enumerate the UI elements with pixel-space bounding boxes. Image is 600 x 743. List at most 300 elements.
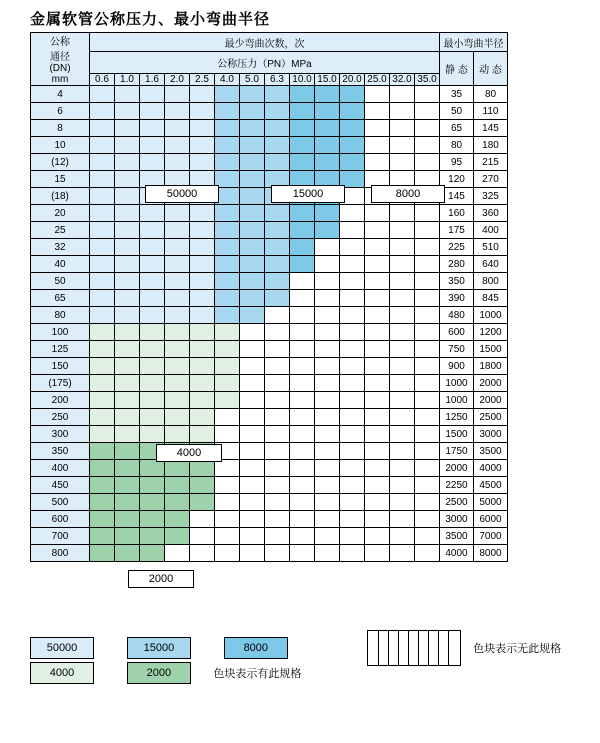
row-dn-label: 80 [31, 307, 90, 324]
spec-cell [140, 154, 165, 171]
spec-cell [390, 205, 415, 222]
spec-cell [90, 511, 115, 528]
table-row [31, 477, 508, 494]
spec-cell [140, 324, 165, 341]
spec-cell [415, 239, 440, 256]
pressure-col-header: 35.0 [415, 74, 440, 86]
static-header: 静 态 [440, 52, 474, 86]
spec-cell [90, 341, 115, 358]
dynamic-radius-value: 360 [474, 205, 508, 222]
legend-swatch-4000: 4000 [30, 662, 94, 684]
spec-cell [90, 137, 115, 154]
spec-cell [290, 545, 315, 562]
spec-cell [265, 290, 290, 307]
spec-cell [115, 494, 140, 511]
spec-cell [215, 222, 240, 239]
row-dn-label: 125 [31, 341, 90, 358]
spec-cell [365, 86, 390, 103]
page-title: 金属软管公称压力、最小弯曲半径 [30, 10, 271, 28]
static-radius-value: 175 [440, 222, 474, 239]
spec-cell [340, 222, 365, 239]
legend-swatch-15000: 15000 [127, 637, 191, 659]
row-dn-label: (12) [31, 154, 90, 171]
spec-cell [290, 460, 315, 477]
dynamic-radius-value: 110 [474, 103, 508, 120]
spec-cell [390, 103, 415, 120]
spec-cell [215, 137, 240, 154]
spec-cell [290, 120, 315, 137]
spec-cell [190, 137, 215, 154]
spec-cell [140, 494, 165, 511]
spec-cell [265, 511, 290, 528]
spec-cell [140, 409, 165, 426]
static-radius-value: 50 [440, 103, 474, 120]
table-row [31, 290, 508, 307]
legend-row-1 [30, 630, 570, 654]
row-dn-label: 15 [31, 171, 90, 188]
spec-cell [265, 307, 290, 324]
no-spec-text: 色块表示无此规格 [473, 642, 562, 655]
spec-cell [390, 273, 415, 290]
spec-cell [265, 494, 290, 511]
spec-cell [165, 86, 190, 103]
spec-cell [290, 358, 315, 375]
spec-cell [265, 460, 290, 477]
overlay-label-8000: 8000 [371, 185, 445, 203]
spec-cell [265, 154, 290, 171]
spec-cell [390, 528, 415, 545]
row-dn-label: 32 [31, 239, 90, 256]
spec-cell [215, 256, 240, 273]
spec-cell [115, 392, 140, 409]
spec-cell [165, 273, 190, 290]
spec-cell [215, 103, 240, 120]
spec-cell [190, 307, 215, 324]
spec-cell [315, 137, 340, 154]
spec-cell [190, 239, 215, 256]
static-radius-value: 65 [440, 120, 474, 137]
spec-cell [340, 239, 365, 256]
table-row [31, 239, 508, 256]
spec-cell [190, 205, 215, 222]
spec-cell [140, 239, 165, 256]
dynamic-radius-value: 5000 [474, 494, 508, 511]
spec-cell [290, 409, 315, 426]
static-radius-value: 2000 [440, 460, 474, 477]
spec-cell [415, 426, 440, 443]
spec-cell [315, 545, 340, 562]
spec-cell [365, 477, 390, 494]
spec-cell [240, 511, 265, 528]
spec-cell [215, 307, 240, 324]
spec-cell [315, 443, 340, 460]
dynamic-radius-value: 1800 [474, 358, 508, 375]
spec-cell [90, 409, 115, 426]
spec-cell [190, 103, 215, 120]
table-row [31, 460, 508, 477]
table-row [31, 137, 508, 154]
dn-line3: (DN) [49, 63, 71, 74]
spec-cell [340, 290, 365, 307]
spec-cell [165, 528, 190, 545]
spec-cell [315, 358, 340, 375]
spec-cell [115, 528, 140, 545]
spec-cell [165, 358, 190, 375]
spec-cell [415, 392, 440, 409]
table-row [31, 307, 508, 324]
spec-cell [265, 324, 290, 341]
spec-cell [390, 511, 415, 528]
spec-cell [390, 256, 415, 273]
spec-cell [165, 120, 190, 137]
dynamic-radius-value: 2000 [474, 392, 508, 409]
spec-cell [90, 392, 115, 409]
table-body [31, 86, 508, 562]
spec-cell [240, 86, 265, 103]
spec-cell [90, 358, 115, 375]
spec-cell [390, 409, 415, 426]
spec-cell [90, 494, 115, 511]
dynamic-header: 动 态 [474, 52, 508, 86]
row-dn-label: 350 [31, 443, 90, 460]
spec-cell [165, 392, 190, 409]
spec-cell [190, 545, 215, 562]
spec-cell [315, 103, 340, 120]
has-spec-text: 色块表示有此规格 [213, 667, 302, 680]
spec-cell [415, 358, 440, 375]
spec-cell [140, 477, 165, 494]
spec-cell [290, 222, 315, 239]
spec-cell [140, 120, 165, 137]
dynamic-radius-value: 1200 [474, 324, 508, 341]
spec-cell [190, 528, 215, 545]
spec-cell [340, 324, 365, 341]
pressure-col-header: 6.3 [265, 74, 290, 86]
spec-cell [365, 375, 390, 392]
spec-cell [240, 290, 265, 307]
spec-cell [290, 341, 315, 358]
spec-cell [165, 290, 190, 307]
spec-cell [190, 324, 215, 341]
static-radius-value: 4000 [440, 545, 474, 562]
spec-cell [340, 528, 365, 545]
spec-cell [290, 426, 315, 443]
spec-cell [340, 409, 365, 426]
spec-cell [265, 426, 290, 443]
spec-cell [365, 358, 390, 375]
spec-cell [390, 494, 415, 511]
row-dn-label: 10 [31, 137, 90, 154]
spec-cell [390, 137, 415, 154]
spec-cell [340, 545, 365, 562]
table-row [31, 86, 508, 103]
spec-cell [140, 545, 165, 562]
row-dn-label: 300 [31, 426, 90, 443]
spec-cell [315, 409, 340, 426]
spec-cell [165, 494, 190, 511]
table-row [31, 392, 508, 409]
row-dn-label: 600 [31, 511, 90, 528]
spec-cell [190, 358, 215, 375]
dynamic-radius-value: 3500 [474, 443, 508, 460]
spec-cell [190, 409, 215, 426]
spec-cell [415, 494, 440, 511]
table-row [31, 154, 508, 171]
legend-swatch-2000: 2000 [127, 662, 191, 684]
static-radius-value: 350 [440, 273, 474, 290]
spec-cell [115, 375, 140, 392]
spec-cell [240, 120, 265, 137]
dn-line1: 公称 [50, 37, 70, 48]
dynamic-radius-value: 400 [474, 222, 508, 239]
static-radius-value: 1750 [440, 443, 474, 460]
spec-cell [190, 120, 215, 137]
spec-cell [240, 341, 265, 358]
table-row [31, 324, 508, 341]
row-dn-label: 8 [31, 120, 90, 137]
spec-cell [215, 154, 240, 171]
spec-cell [415, 460, 440, 477]
row-dn-label: 200 [31, 392, 90, 409]
spec-cell [415, 273, 440, 290]
spec-cell [315, 324, 340, 341]
spec-cell [340, 494, 365, 511]
spec-cell [265, 443, 290, 460]
dynamic-radius-value: 2000 [474, 375, 508, 392]
pressure-col-header: 32.0 [390, 74, 415, 86]
spec-cell [165, 239, 190, 256]
spec-cell [115, 290, 140, 307]
spec-cell [340, 103, 365, 120]
spec-cell [165, 307, 190, 324]
spec-cell [265, 341, 290, 358]
spec-cell [90, 239, 115, 256]
table-row [31, 494, 508, 511]
dynamic-radius-value: 145 [474, 120, 508, 137]
spec-cell [215, 239, 240, 256]
row-dn-label: 150 [31, 358, 90, 375]
pressure-header: 公称压力（PN）MPa [90, 52, 440, 74]
spec-table-wrapper [30, 32, 508, 585]
row-dn-label: 20 [31, 205, 90, 222]
spec-cell [115, 358, 140, 375]
header-row-2 [31, 52, 508, 74]
table-row [31, 222, 508, 239]
spec-cell [365, 324, 390, 341]
spec-cell [315, 460, 340, 477]
spec-cell [290, 273, 315, 290]
row-dn-label: 700 [31, 528, 90, 545]
row-dn-label: 40 [31, 256, 90, 273]
spec-cell [165, 222, 190, 239]
spec-cell [340, 256, 365, 273]
overlay-label-15000: 15000 [271, 185, 345, 203]
spec-cell [365, 120, 390, 137]
row-dn-label: 800 [31, 545, 90, 562]
dn-line4: mm [51, 74, 69, 85]
dynamic-radius-value: 4500 [474, 477, 508, 494]
legend-swatch-50000: 50000 [30, 637, 94, 659]
spec-cell [415, 341, 440, 358]
dynamic-radius-value: 325 [474, 188, 508, 205]
spec-cell [165, 256, 190, 273]
spec-cell [115, 205, 140, 222]
spec-cell [115, 409, 140, 426]
dynamic-radius-value: 640 [474, 256, 508, 273]
spec-cell [265, 137, 290, 154]
spec-cell [240, 460, 265, 477]
spec-cell [265, 205, 290, 222]
spec-cell [340, 443, 365, 460]
spec-cell [315, 154, 340, 171]
spec-cell [140, 137, 165, 154]
spec-cell [415, 443, 440, 460]
spec-cell [140, 222, 165, 239]
spec-cell [415, 205, 440, 222]
spec-cell [115, 477, 140, 494]
spec-cell [290, 137, 315, 154]
spec-cell [90, 426, 115, 443]
spec-cell [365, 239, 390, 256]
spec-cell [290, 205, 315, 222]
spec-cell [165, 545, 190, 562]
table-header [31, 33, 508, 86]
spec-cell [415, 103, 440, 120]
spec-cell [290, 154, 315, 171]
spec-cell [140, 426, 165, 443]
spec-cell [115, 137, 140, 154]
spec-cell [190, 154, 215, 171]
static-radius-value: 3000 [440, 511, 474, 528]
spec-cell [140, 341, 165, 358]
spec-cell [265, 103, 290, 120]
row-dn-label: 250 [31, 409, 90, 426]
row-dn-label: (18) [31, 188, 90, 205]
spec-cell [365, 341, 390, 358]
spec-cell [365, 273, 390, 290]
spec-cell [365, 222, 390, 239]
row-dn-label: 450 [31, 477, 90, 494]
spec-cell [240, 324, 265, 341]
spec-cell [315, 426, 340, 443]
pressure-col-header: 4.0 [215, 74, 240, 86]
spec-cell [365, 426, 390, 443]
spec-cell [140, 103, 165, 120]
spec-cell [240, 188, 265, 205]
spec-cell [365, 392, 390, 409]
spec-cell [215, 86, 240, 103]
spec-cell [240, 154, 265, 171]
spec-cell [115, 222, 140, 239]
dynamic-radius-value: 215 [474, 154, 508, 171]
spec-cell [290, 103, 315, 120]
pressure-col-header: 0.6 [90, 74, 115, 86]
pressure-col-header: 15.0 [315, 74, 340, 86]
spec-cell [390, 460, 415, 477]
spec-cell [90, 171, 115, 188]
table-row [31, 409, 508, 426]
static-radius-value: 1500 [440, 426, 474, 443]
spec-cell [240, 137, 265, 154]
spec-cell [140, 460, 165, 477]
spec-cell [315, 273, 340, 290]
spec-cell [115, 256, 140, 273]
dynamic-radius-value: 4000 [474, 460, 508, 477]
spec-cell [340, 205, 365, 222]
dynamic-radius-value: 510 [474, 239, 508, 256]
spec-table [30, 32, 508, 562]
spec-cell [90, 154, 115, 171]
dynamic-radius-value: 180 [474, 137, 508, 154]
spec-cell [115, 103, 140, 120]
spec-cell [365, 460, 390, 477]
spec-cell [140, 256, 165, 273]
spec-cell [140, 528, 165, 545]
spec-cell [215, 409, 240, 426]
spec-cell [315, 256, 340, 273]
table-row [31, 443, 508, 460]
pressure-col-header: 20.0 [340, 74, 365, 86]
spec-cell [265, 256, 290, 273]
spec-cell [365, 256, 390, 273]
spec-cell [115, 120, 140, 137]
spec-cell [240, 477, 265, 494]
spec-cell [415, 324, 440, 341]
spec-cell [265, 375, 290, 392]
spec-cell [390, 545, 415, 562]
spec-cell [290, 256, 315, 273]
spec-cell [240, 205, 265, 222]
spec-cell [240, 171, 265, 188]
spec-cell [365, 494, 390, 511]
spec-cell [240, 256, 265, 273]
row-dn-label: 65 [31, 290, 90, 307]
spec-cell [115, 307, 140, 324]
row-dn-label: (175) [31, 375, 90, 392]
table-row [31, 103, 508, 120]
spec-cell [365, 443, 390, 460]
spec-cell [190, 273, 215, 290]
spec-cell [415, 290, 440, 307]
spec-cell [115, 239, 140, 256]
spec-cell [215, 290, 240, 307]
spec-cell [365, 409, 390, 426]
table-row [31, 375, 508, 392]
spec-cell [290, 477, 315, 494]
row-dn-label: 50 [31, 273, 90, 290]
spec-cell [140, 392, 165, 409]
spec-cell [340, 154, 365, 171]
spec-cell [240, 392, 265, 409]
spec-cell [215, 426, 240, 443]
spec-cell [265, 409, 290, 426]
spec-cell [165, 154, 190, 171]
row-dn-label: 25 [31, 222, 90, 239]
spec-cell [340, 477, 365, 494]
spec-cell [215, 205, 240, 222]
bend-times-header: 最少弯曲次数，次 [90, 33, 440, 52]
spec-cell [90, 528, 115, 545]
spec-cell [190, 375, 215, 392]
spec-cell [340, 341, 365, 358]
spec-cell [365, 154, 390, 171]
spec-cell [190, 256, 215, 273]
table-row [31, 120, 508, 137]
spec-cell [115, 324, 140, 341]
spec-cell [290, 392, 315, 409]
dynamic-radius-value: 1000 [474, 307, 508, 324]
spec-cell [215, 120, 240, 137]
